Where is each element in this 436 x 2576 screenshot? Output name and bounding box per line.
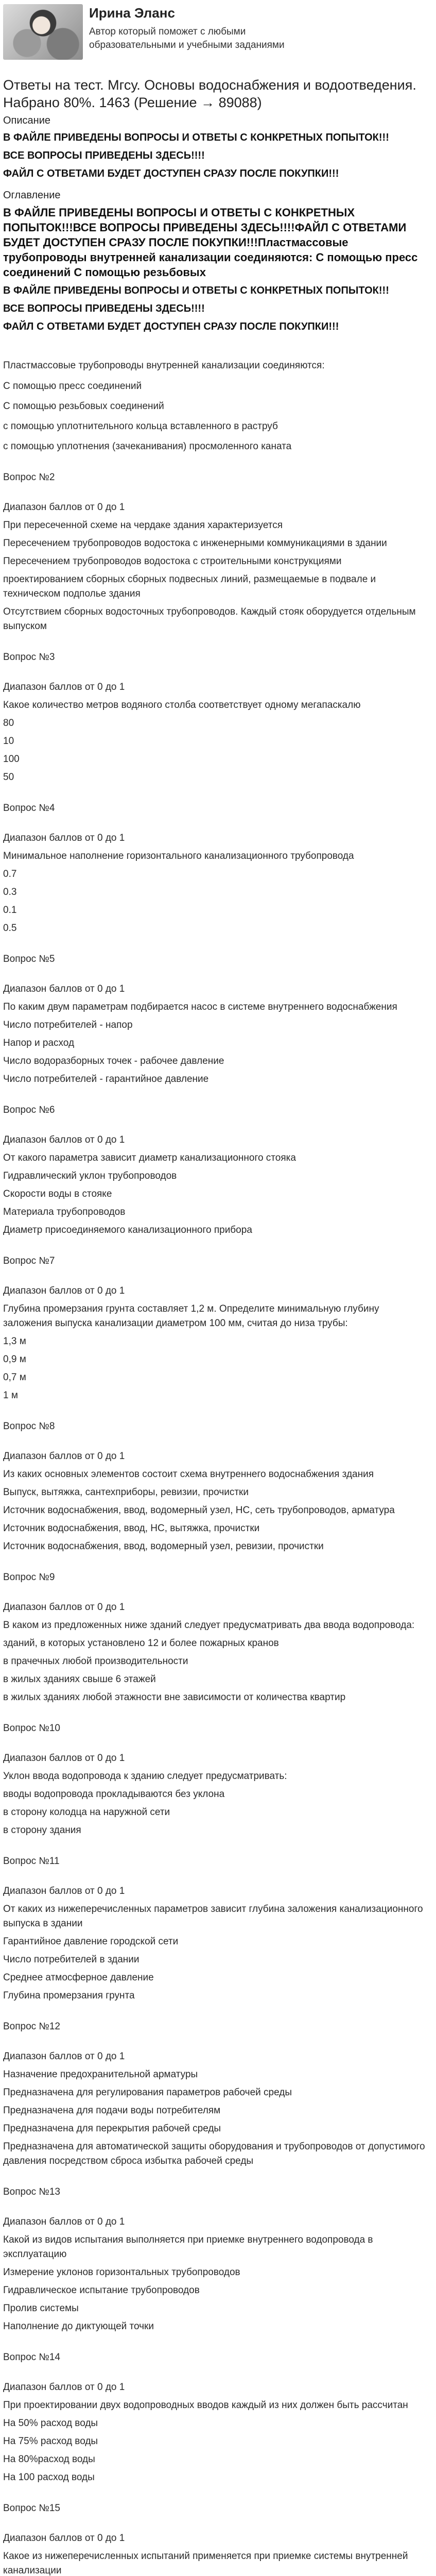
answer-option: Число потребителей в здании xyxy=(3,1954,139,1965)
answer-option: На 100 расход воды xyxy=(3,2472,95,2483)
question-title: Вопрос №8 xyxy=(3,1421,55,1432)
score-range: Диапазон баллов от 0 до 1 xyxy=(3,502,125,513)
answer-option: Число водоразборных точек - рабочее давление xyxy=(3,1056,224,1066)
answer-option: Предназначена для регулирования параметров рабочей среды xyxy=(3,2087,292,2098)
answer-option: Напор и расход xyxy=(3,1038,75,1048)
score-range: Диапазон баллов от 0 до 1 xyxy=(3,1886,125,1896)
answer-option: 0.7 xyxy=(3,869,17,879)
question-text: Глубина промерзания грунта составляет 1,2 м. Определите минимальную глубину заложения выпуска канализации диаметром 100 мм, считая до низа трубы: xyxy=(3,1303,379,1329)
question-text: Какое из нижеперечисленных испытаний применяется при приемке системы внутренней канализации xyxy=(3,2551,408,2576)
answer-option: Скорости воды в стояке xyxy=(3,1189,112,1199)
score-range: Диапазон баллов от 0 до 1 xyxy=(3,833,125,843)
question-title: Вопрос №12 xyxy=(3,2021,60,2032)
question-block xyxy=(3,1721,427,1838)
answer-option: в жилых зданиях свыше 6 этажей xyxy=(3,1674,156,1685)
question-text: В каком из предложенных ниже зданий следует предусматривать два ввода водопровода: xyxy=(3,1620,415,1631)
answer-option: На 50% расход воды xyxy=(3,2418,98,2429)
answer-option: С помощью пресс соединений xyxy=(3,381,142,392)
question-block xyxy=(3,2350,427,2485)
question-text: Минимальное наполнение горизонтального канализационного трубопровода xyxy=(3,851,354,861)
answer-option: Отсутствием сборных водосточных трубопроводов. Каждый стояк оборудуется отдельным выпуском xyxy=(3,606,416,632)
question-title: Вопрос №3 xyxy=(3,652,55,663)
document-title: Ответы на тест. Мгсу. Основы водоснабжения и водоотведения. Набрано 80%. 1463 (Решение → 89088) xyxy=(3,77,416,110)
answer-option: На 75% расход воды xyxy=(3,2436,98,2447)
question-text: Уклон ввода водопровода к зданию следует предусматривать: xyxy=(3,1771,287,1782)
question-block xyxy=(3,1570,427,1705)
answer-option: с помощью уплотнения (зачеканивания) просмоленного каната xyxy=(3,441,292,452)
question-text: Какой из видов испытания выполняется при приемке внутреннего водопровода в эксплуатацию xyxy=(3,2234,373,2260)
answer-option: в сторону здания xyxy=(3,1825,81,1836)
question-text: Какое количество метров водяного столба соответствует одному мегапаскалю xyxy=(3,700,361,710)
answer-option: Гидравлическое испытание трубопроводов xyxy=(3,2285,200,2296)
toc-summary: В ФАЙЛЕ ПРИВЕДЕНЫ ВОПРОСЫ И ОТВЕТЫ С КОНКРЕТНЫХ ПОПЫТОК!!!ВСЕ ВОПРОСЫ ПРИВЕДЕНЫ ЗДЕСЬ!!!!ФАЙЛ С ОТВЕТАМИ БУДЕТ ДОСТУПЕН СРАЗУ ПОСЛЕ ПОКУПКИ!!!Пластмассовые трубопроводы внутренней канализации соединяются: С помощью пресс соединений С помощью резьбовых xyxy=(3,206,418,279)
question-text: Пластмассовые трубопроводы внутренней канализации соединяются: xyxy=(3,360,325,371)
score-range: Диапазон баллов от 0 до 1 xyxy=(3,682,125,692)
question-block xyxy=(3,650,427,785)
answer-option: 1 м xyxy=(3,1390,18,1401)
author-avatar[interactable] xyxy=(3,4,83,60)
answer-option: в сторону колодца на наружной сети xyxy=(3,1807,170,1818)
toc-line: ФАЙЛ С ОТВЕТАМИ БУДЕТ ДОСТУПЕН СРАЗУ ПОСЛЕ ПОКУПКИ!!! xyxy=(3,321,339,332)
score-range: Диапазон баллов от 0 до 1 xyxy=(3,1753,125,1764)
description-section xyxy=(3,113,427,181)
score-range: Диапазон баллов от 0 до 1 xyxy=(3,1285,125,1296)
score-range: Диапазон баллов от 0 до 1 xyxy=(3,1451,125,1462)
answer-option: проектированием сборных сборных подвесных линий, размещаемые в подвале и техническом подполье здания xyxy=(3,574,376,599)
score-range: Диапазон баллов от 0 до 1 xyxy=(3,2533,125,2544)
answer-option: в прачечных любой производительности xyxy=(3,1656,188,1667)
answer-option: 0,7 м xyxy=(3,1372,26,1383)
question-block xyxy=(3,1103,427,1238)
answer-option: Диаметр присоединяемого канализационного прибора xyxy=(3,1225,252,1235)
toc-line: В ФАЙЛЕ ПРИВЕДЕНЫ ВОПРОСЫ И ОТВЕТЫ С КОНКРЕТНЫХ ПОПЫТОК!!! xyxy=(3,285,389,296)
answer-option: Предназначена для перекрытия рабочей среды xyxy=(3,2123,221,2134)
answer-option: Число потребителей - напор xyxy=(3,1020,133,1030)
answer-option: зданий, в которых установлено 12 и более пожарных кранов xyxy=(3,1638,279,1649)
answer-option: Предназначена для подачи воды потребителям xyxy=(3,2105,221,2116)
description-line: ФАЙЛ С ОТВЕТАМИ БУДЕТ ДОСТУПЕН СРАЗУ ПОСЛЕ ПОКУПКИ!!! xyxy=(3,168,339,179)
question-list xyxy=(3,470,427,2576)
answer-option: Число потребителей - гарантийное давление xyxy=(3,1074,209,1084)
intro-question xyxy=(3,359,427,454)
answer-option: Материала трубопроводов xyxy=(3,1207,126,1217)
author-info xyxy=(89,4,316,52)
description-line: В ФАЙЛЕ ПРИВЕДЕНЫ ВОПРОСЫ И ОТВЕТЫ С КОНКРЕТНЫХ ПОПЫТОК!!! xyxy=(3,132,389,143)
answer-option: Гидравлический уклон трубопроводов xyxy=(3,1171,177,1181)
description-line: ВСЕ ВОПРОСЫ ПРИВЕДЕНЫ ЗДЕСЬ!!!! xyxy=(3,150,205,161)
answer-option: в жилых зданиях любой этажности вне зависимости от количества квартир xyxy=(3,1692,346,1703)
question-title: Вопрос №10 xyxy=(3,1723,60,1734)
answer-option: Пролив системы xyxy=(3,2303,79,2314)
answer-option: 0.1 xyxy=(3,905,17,916)
score-range: Диапазон баллов от 0 до 1 xyxy=(3,1602,125,1613)
question-text: От какого параметра зависит диаметр канализационного стояка xyxy=(3,1153,296,1163)
score-range: Диапазон баллов от 0 до 1 xyxy=(3,1134,125,1145)
question-text: Назначение предохранительной арматуры xyxy=(3,2069,198,2080)
answer-option: Наполнение до диктующей точки xyxy=(3,2321,154,2332)
question-text: От каких из нижеперечисленных параметров зависит глубина заложения канализационного выпуска в здании xyxy=(3,1904,423,1929)
question-block xyxy=(3,1254,427,1403)
answer-option: С помощью резьбовых соединений xyxy=(3,401,164,412)
answer-option: Источник водоснабжения, ввод, водомерный узел, ревизии, прочистки xyxy=(3,1541,324,1552)
answer-option: Источник водоснабжения, ввод, водомерный узел, НС, сеть трубопроводов, арматура xyxy=(3,1505,395,1516)
question-block xyxy=(3,2020,427,2168)
question-block xyxy=(3,1854,427,2003)
question-block xyxy=(3,2501,427,2576)
question-title: Вопрос №13 xyxy=(3,2187,60,2197)
answer-option: вводы водопровода прокладываются без уклона xyxy=(3,1789,225,1800)
question-title: Вопрос №6 xyxy=(3,1105,55,1115)
question-title: Вопрос №5 xyxy=(3,954,55,964)
question-title: Вопрос №15 xyxy=(3,2503,60,2514)
answer-option: с помощью уплотнительного кольца вставленного в раструб xyxy=(3,421,278,432)
answer-option: Среднее атмосферное давление xyxy=(3,1972,154,1983)
answer-option: 0.3 xyxy=(3,887,17,897)
question-text: Из каких основных элементов состоит схема внутреннего водоснабжения здания xyxy=(3,1469,374,1480)
score-range: Диапазон баллов от 0 до 1 xyxy=(3,2051,125,2062)
answer-option: 10 xyxy=(3,736,14,747)
score-range: Диапазон баллов от 0 до 1 xyxy=(3,984,125,994)
question-title: Вопрос №4 xyxy=(3,803,55,814)
description-label: Описание xyxy=(3,115,51,126)
answer-option: Пересечением трубопроводов водостока с строительными конструкциями xyxy=(3,556,342,567)
toc-section xyxy=(3,188,427,334)
answer-option: Пересечением трубопроводов водостока с инженерными коммуникациями в здании xyxy=(3,538,387,549)
question-title: Вопрос №7 xyxy=(3,1256,55,1266)
answer-option: 100 xyxy=(3,754,20,765)
answer-option: 50 xyxy=(3,772,14,783)
answer-option: Измерение уклонов горизонтальных трубопроводов xyxy=(3,2267,240,2278)
answer-option: При пересеченной схеме на чердаке здания характеризуется xyxy=(3,520,283,531)
answer-option: 1,3 м xyxy=(3,1336,26,1347)
question-text: По каким двум параметрам подбирается насос в системе внутреннего водоснабжения xyxy=(3,1002,397,1012)
answer-option: Гарантийное давление городской сети xyxy=(3,1936,179,1947)
question-block xyxy=(3,952,427,1087)
question-block xyxy=(3,470,427,634)
answer-option: Глубина промерзания грунта xyxy=(3,1990,135,2001)
author-description: Автор который поможет с любыми образовательными и учебными заданиями xyxy=(89,26,285,50)
answer-option: 80 xyxy=(3,718,14,728)
answer-option: Предназначена для автоматической защиты оборудования и трубопроводов от допустимого давления посредством сброса избытка рабочей среды xyxy=(3,2141,425,2166)
toc-line: ВСЕ ВОПРОСЫ ПРИВЕДЕНЫ ЗДЕСЬ!!!! xyxy=(3,303,205,314)
answer-option: 0.5 xyxy=(3,923,17,934)
score-range: Диапазон баллов от 0 до 1 xyxy=(3,2216,125,2227)
author-header xyxy=(3,4,427,62)
question-title: Вопрос №14 xyxy=(3,2352,60,2363)
question-title: Вопрос №9 xyxy=(3,1572,55,1583)
answer-option: Источник водоснабжения, ввод, НС, вытяжка, прочистки xyxy=(3,1523,260,1534)
answer-option: 0,9 м xyxy=(3,1354,26,1365)
question-block xyxy=(3,801,427,936)
answer-option: На 80%расход воды xyxy=(3,2454,95,2465)
author-name[interactable]: Ирина Эланс xyxy=(89,5,175,21)
answer-option: Выпуск, вытяжка, сантехприборы, ревизии, прочистки xyxy=(3,1487,249,1498)
question-title: Вопрос №11 xyxy=(3,1856,60,1867)
question-title: Вопрос №2 xyxy=(3,472,55,483)
question-block xyxy=(3,1419,427,1554)
question-block xyxy=(3,2185,427,2334)
question-text: При проектировании двух водопроводных вводов каждый из них должен быть рассчитан xyxy=(3,2400,408,2411)
score-range: Диапазон баллов от 0 до 1 xyxy=(3,2382,125,2393)
toc-label: Оглавление xyxy=(3,190,61,201)
